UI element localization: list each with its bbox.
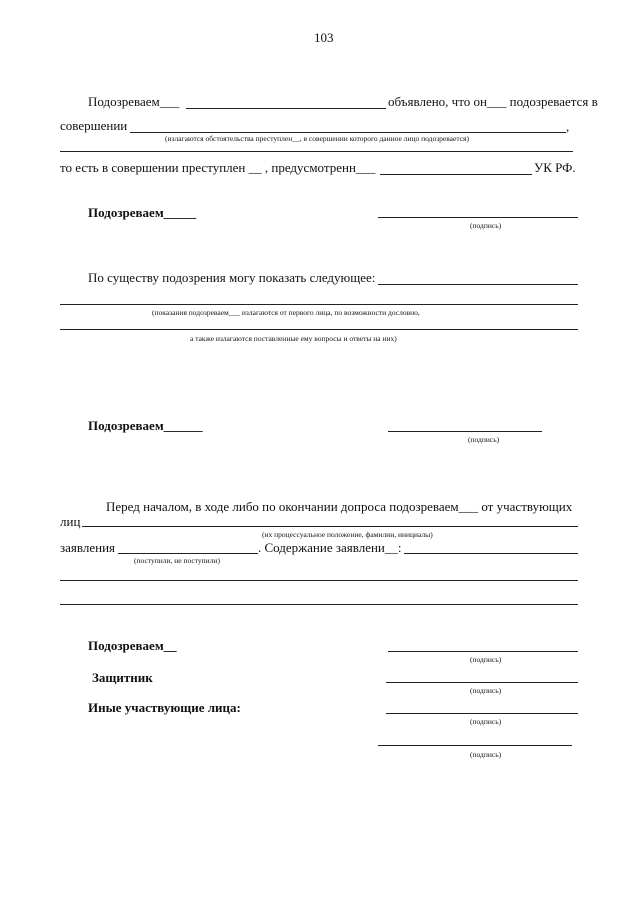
content-field-2[interactable]: [60, 580, 578, 581]
testimony-field-3[interactable]: [60, 329, 578, 330]
signature-caption-2: (подпись): [468, 435, 500, 444]
persons-caption: (их процессуальное положение, фамилии, инициалы): [262, 530, 433, 539]
circumstances-caption: (излагаются обстоятельства преступлен__, в совершении которого данное лицо подозревается): [165, 134, 469, 143]
page-number: 103: [314, 30, 334, 45]
statements-label: заявления: [60, 540, 116, 555]
testimony-caption-2: а также излагаются поставленные ему вопросы и ответы на них): [190, 334, 397, 343]
signature-caption-defender: (подпись): [470, 686, 502, 695]
persons-field[interactable]: [82, 526, 578, 527]
signature-caption-others-1: (подпись): [470, 717, 502, 726]
statements-content-label: . Содержание заявлени__:: [258, 540, 402, 555]
testimony-field-2[interactable]: [60, 304, 578, 305]
suspect-signature-label-2: Подозреваем______: [88, 418, 203, 433]
signature-line-others-1[interactable]: [386, 713, 578, 714]
defender-label: Защитник: [92, 670, 153, 685]
uk-rf-text: УК РФ.: [534, 160, 576, 175]
signature-caption-others-2: (подпись): [470, 750, 502, 759]
received-caption: (поступили, не поступили): [134, 556, 220, 565]
signature-caption-3: (подпись): [470, 655, 502, 664]
content-field-3[interactable]: [60, 604, 578, 605]
statements-paragraph: Перед началом, в ходе либо по окончании допроса подозреваем___ от участвующих: [106, 499, 573, 514]
article-field[interactable]: [380, 174, 532, 175]
received-field[interactable]: [118, 553, 258, 554]
testimony-caption-1: (показания подозреваем___ излагаются от первого лица, по возможности дословно,: [152, 308, 420, 317]
circumstances-field[interactable]: [130, 132, 566, 133]
suspect-signature-label-1: Подозреваем_____: [88, 205, 197, 220]
suspect-label-1: Подозреваем___: [88, 94, 180, 109]
others-label: Иные участвующие лица:: [88, 700, 241, 715]
that-is-text: то есть в совершении преступлен __ , предусмотренн___: [60, 160, 376, 175]
signature-line-others-2[interactable]: [378, 745, 572, 746]
suspect-signature-label-3: Подозреваем__: [88, 638, 177, 653]
trailing-comma: ,: [566, 119, 570, 134]
persons-label: лиц: [60, 514, 81, 529]
circumstances-field-2[interactable]: [60, 151, 573, 152]
announced-text: объявлено, что он___ подозревается в: [388, 94, 598, 109]
signature-line-1[interactable]: [378, 217, 578, 218]
in-commission-label: совершении: [60, 118, 128, 133]
testimony-intro: По существу подозрения могу показать следующее:: [88, 270, 376, 285]
testimony-field-1[interactable]: [378, 284, 578, 285]
signature-line-2[interactable]: [388, 431, 542, 432]
content-field-1[interactable]: [404, 553, 578, 554]
signature-line-3[interactable]: [388, 651, 578, 652]
signature-line-defender[interactable]: [386, 682, 578, 683]
signature-caption-1: (подпись): [470, 221, 502, 230]
suspect-name-field[interactable]: [186, 108, 386, 109]
